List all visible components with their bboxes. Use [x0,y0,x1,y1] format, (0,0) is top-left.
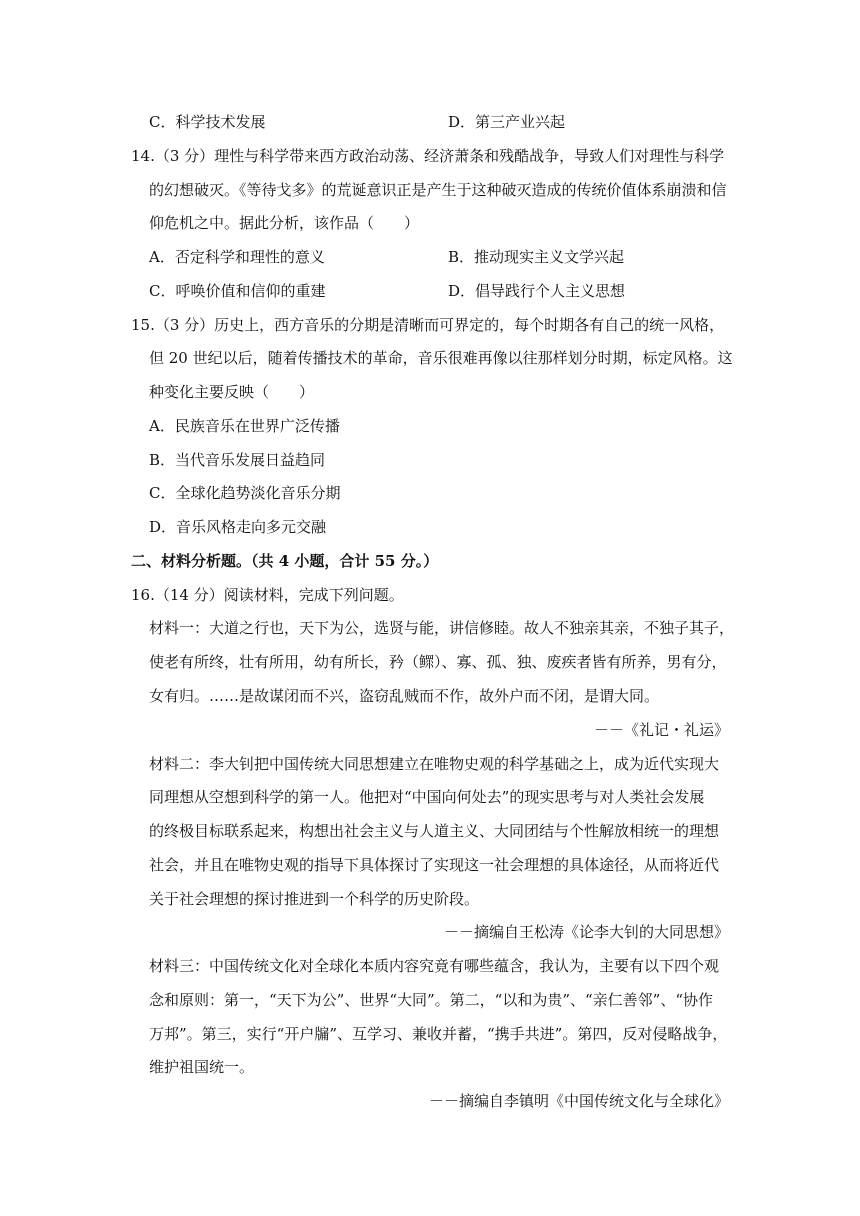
q16-material2-line5: 关于社会理想的探讨推进到一个科学的历史阶段。 [149,890,480,908]
q16-intro: 16.（14 分）阅读材料，完成下列问题。 [131,586,404,604]
q15-stem-line2: 但 20 世纪以后，随着传播技术的革命，音乐很难再像以往那样划分时期，标定风格。这 [149,349,733,367]
q14-stem-line1: 14.（3 分）理性与科学带来西方政治动荡、经济萧条和残酷战争，导致人们对理性与科学 [131,147,725,165]
q13-option-d: D．第三产业兴起 [448,113,566,131]
q15-option-b: B．当代音乐发展日益趋同 [149,451,326,469]
q16-material3-line3: 万邦”。第三，实行“开户牖”、互学习、兼收并蓄，“携手共进”。第四，反对侵略战争， [149,1025,728,1043]
q14-stem-line2: 的幻想破灭。《等待戈多》的荒诞意识正是产生于这种破灭造成的传统价值体系崩溃和信 [149,181,727,199]
q14-option-b: B．推动现实主义文学兴起 [448,248,625,266]
q14-stem-line3: 仰危机之中。据此分析，该作品（ ） [149,214,420,232]
q16-material1-line2: 使老有所终，壮有所用，幼有所长，矜（鳏）、寡、孤、独、废疾者皆有所养，男有分， [149,653,727,671]
q16-material1-line3: 女有归。……是故谋闭而不兴，盗窃乱贼而不作，故外户而不闭，是谓大同。 [149,687,660,705]
q14-option-d: D．倡导践行个人主义思想 [448,282,626,300]
q15-stem-line1: 15.（3 分）历史上，西方音乐的分期是清晰而可界定的，每个时期各有自己的统一风格， [131,316,725,334]
q14-option-c: C．呼唤价值和信仰的重建 [149,282,326,300]
q16-material2-line1: 材料二：李大钊把中国传统大同思想建立在唯物史观的科学基础之上，成为近代实现大 [149,755,720,773]
section-heading: 二、材料分析题。（共 4 小题，合计 55 分。） [131,552,439,570]
q16-material3-line1: 材料三：中国传统文化对全球化本质内容究竟有哪些蕴含，我认为，主要有以下四个观 [149,957,720,975]
q16-material2-line4: 社会，并且在唯物史观的指导下具体探讨了实现这一社会理想的具体途径，从而将近代 [149,856,720,874]
q16-material1-source: －－《礼记・礼运》 [593,721,729,739]
q15-option-d: D．音乐风格走向多元交融 [149,518,327,536]
q16-material2-line3: 的终极目标联系起来，构想出社会主义与人道主义、大同团结与个性解放相统一的理想 [149,822,720,840]
q15-option-c: C．全球化趋势淡化音乐分期 [149,484,341,502]
q16-material3-line2: 念和原则：第一，“天下为公”、世界“大同”。第二，“以和为贵”、“亲仁善邻”、“协作 [149,991,714,1009]
q15-option-a: A．民族音乐在世界广泛传播 [149,417,340,435]
q14-option-a: A．否定科学和理性的意义 [149,248,325,266]
q16-material3-source: －－摘编自李镇明《中国传统文化与全球化》 [428,1092,729,1110]
q16-material2-line2: 同理想从空想到科学的第一人。他把对“中国向何处去”的现实思考与对人类社会发展 [149,788,705,806]
q16-material2-source: －－摘编自王松涛《论李大钊的大同思想》 [443,923,729,941]
q16-material1-line1: 材料一：大道之行也，天下为公，选贤与能，讲信修睦。故人不独亲其亲，不独子其子， [149,619,735,637]
q16-material3-line4: 维护祖国统一。 [149,1058,255,1076]
q13-option-c: C．科学技术发展 [149,113,266,131]
q15-stem-line3: 种变化主要反映（ ） [149,383,315,401]
